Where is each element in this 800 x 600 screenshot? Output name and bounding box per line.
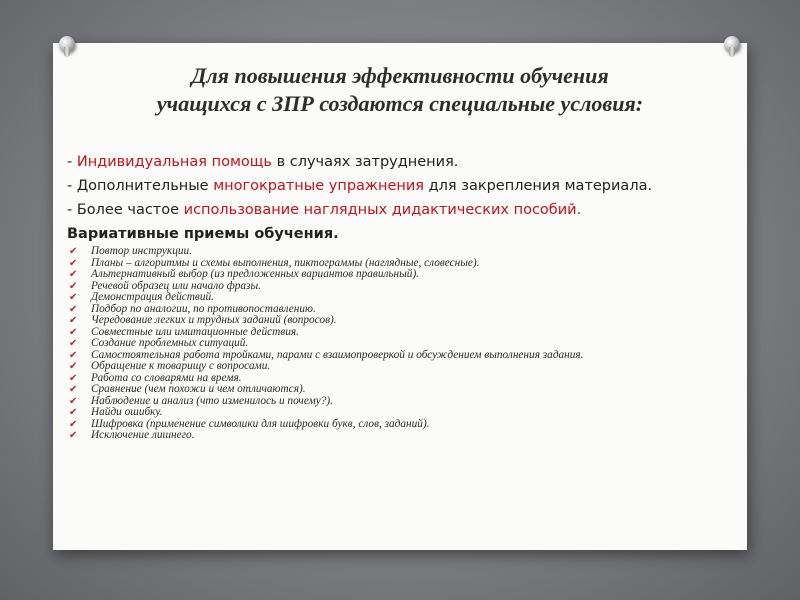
- method-text: Шифровка (применение символики для шифровки букв, слов, заданий).: [91, 417, 430, 430]
- point-1: [67, 152, 727, 172]
- checkmark-icon: ✔: [69, 257, 78, 269]
- method-text: Альтернативный выбор (из предложенных вариантов правильный).: [91, 268, 420, 280]
- point-prefix: - Более частое: [67, 202, 184, 218]
- subheading: Вариативные приемы обучения.: [67, 226, 339, 242]
- method-text: Создание проблемных ситуаций.: [91, 337, 249, 349]
- method-text: Речевой образец или начало фразы.: [91, 279, 261, 292]
- checkmark-icon: ✔: [69, 292, 78, 303]
- method-text: Демонстрация действий.: [91, 291, 214, 303]
- method-text: Обращение к товарищу с вопросами.: [91, 360, 271, 372]
- checkmark-icon: ✔: [69, 418, 78, 430]
- checkmark-icon: ✔: [69, 372, 78, 384]
- checkmark-icon: ✔: [69, 303, 78, 315]
- methods-list: [67, 246, 727, 442]
- method-text: Совместные или имитационные действия.: [91, 325, 299, 338]
- point-prefix: -: [67, 154, 77, 170]
- method-text: Подбор по аналогии, по противопоставлению.: [91, 302, 316, 315]
- method-text: Исключение лишнего.: [91, 429, 195, 441]
- method-text: Планы – алгоритмы и схемы выполнения, пиктограммы (наглядные, словесные).: [91, 256, 480, 269]
- method-item: [67, 396, 727, 408]
- checkmark-icon: ✔: [69, 395, 78, 407]
- title-line-2: учащихся с ЗПР создаются специальные условия:: [156, 91, 644, 116]
- checkmark-icon: ✔: [69, 430, 78, 441]
- slide-body: [67, 152, 727, 442]
- pushpin-icon: [724, 36, 740, 52]
- point-prefix: - Дополнительные: [67, 178, 214, 194]
- checkmark-icon: ✔: [69, 407, 78, 418]
- checkmark-icon: ✔: [69, 349, 78, 361]
- method-text: Самостоятельная работа тройками, парами с взаимопроверкой и обсуждением выполнения задания.: [91, 348, 584, 361]
- method-text: Работа со словарями на время.: [91, 371, 242, 384]
- checkmark-icon: ✔: [69, 338, 78, 349]
- point-highlight: Индивидуальная помощь: [76, 154, 272, 170]
- method-text: Сравнение (чем похожи и чем отличаются).: [91, 383, 306, 395]
- method-text: Повтор инструкции.: [91, 245, 192, 257]
- point-highlight: многократные упражнения: [213, 178, 424, 194]
- point-highlight: использование наглядных дидактических пособий.: [183, 202, 582, 218]
- title-line-1: Для повышения эффективности обучения: [191, 63, 609, 88]
- checkmark-icon: ✔: [69, 246, 78, 257]
- point-2: [67, 176, 727, 196]
- method-text: Найди ошибку.: [91, 406, 163, 418]
- point-3: [67, 200, 727, 220]
- point-rest: в случаях затруднения.: [271, 154, 459, 170]
- checkmark-icon: ✔: [69, 361, 78, 372]
- checkmark-icon: ✔: [69, 280, 78, 292]
- point-rest: для закрепления материала.: [424, 178, 653, 194]
- checkmark-icon: ✔: [69, 315, 78, 326]
- method-text: Наблюдение и анализ (что изменилось и почему?).: [91, 394, 334, 407]
- slide-title: [53, 62, 747, 118]
- checkmark-icon: ✔: [69, 269, 78, 280]
- pushpin-icon: [59, 36, 75, 52]
- checkmark-icon: ✔: [69, 384, 78, 395]
- method-text: Чередование легких и трудных заданий (вопросов).: [91, 314, 337, 326]
- method-item: [67, 430, 727, 442]
- checkmark-icon: ✔: [69, 326, 78, 338]
